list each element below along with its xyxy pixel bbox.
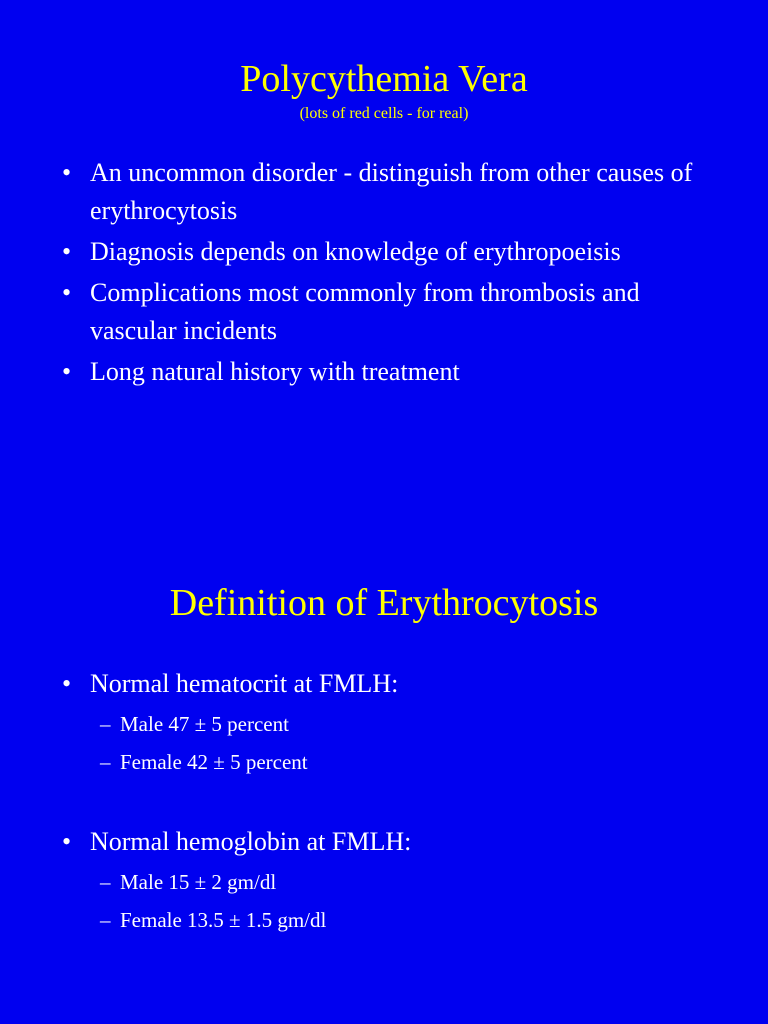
sub-bullet-text: Male 15 ± 2 gm/dl: [120, 870, 277, 894]
sub-bullet-text: Female 13.5 ± 1.5 gm/dl: [120, 908, 327, 932]
dash-marker: –: [100, 908, 111, 932]
dash-marker: –: [100, 750, 111, 774]
sub-bullet-item: [100, 863, 326, 901]
bullet-item: [62, 274, 712, 350]
bullet-item-hemoglobin: [62, 823, 712, 861]
slide-subtitle: (lots of red cells - for real): [299, 105, 469, 122]
bullet-item: [62, 353, 712, 391]
bullet-list: [62, 823, 712, 864]
bullet-list: [62, 665, 712, 706]
bullet-text: Diagnosis depends on knowledge of erythropoeisis: [90, 237, 621, 266]
bullet-text: Long natural history with treatment: [90, 357, 460, 386]
bullet-item-hematocrit: [62, 665, 712, 703]
slide-title: Definition of Erythrocytosis: [169, 582, 599, 624]
dash-marker: –: [100, 870, 111, 894]
bullet-marker: •: [62, 278, 72, 307]
slide-title: Polycythemia Vera: [240, 58, 528, 100]
dash-marker: –: [100, 712, 111, 736]
bullet-marker: •: [62, 827, 72, 856]
sub-bullet-list: [100, 705, 308, 781]
bullet-text: Normal hemoglobin at FMLH:: [90, 827, 412, 856]
bullet-item: [62, 154, 712, 230]
bullet-text: Complications most commonly from thrombosis and vascular incidents: [90, 278, 640, 345]
bullet-marker: •: [62, 669, 72, 698]
sub-bullet-list: [100, 863, 326, 939]
bullet-list: [62, 154, 712, 394]
sub-bullet-text: Male 47 ± 5 percent: [120, 712, 289, 736]
bullet-marker: •: [62, 158, 72, 187]
bullet-text: Normal hematocrit at FMLH:: [90, 669, 399, 698]
sub-bullet-item: [100, 705, 308, 743]
bullet-text: An uncommon disorder - distinguish from other causes of erythrocytosis: [90, 158, 693, 225]
sub-bullet-item: [100, 743, 308, 781]
sub-bullet-text: Female 42 ± 5 percent: [120, 750, 308, 774]
slide-definition-of-erythrocytosis: [0, 512, 768, 1024]
bullet-item: [62, 233, 712, 271]
bullet-marker: •: [62, 237, 72, 266]
bullet-marker: •: [62, 357, 72, 386]
sub-bullet-item: [100, 901, 326, 939]
